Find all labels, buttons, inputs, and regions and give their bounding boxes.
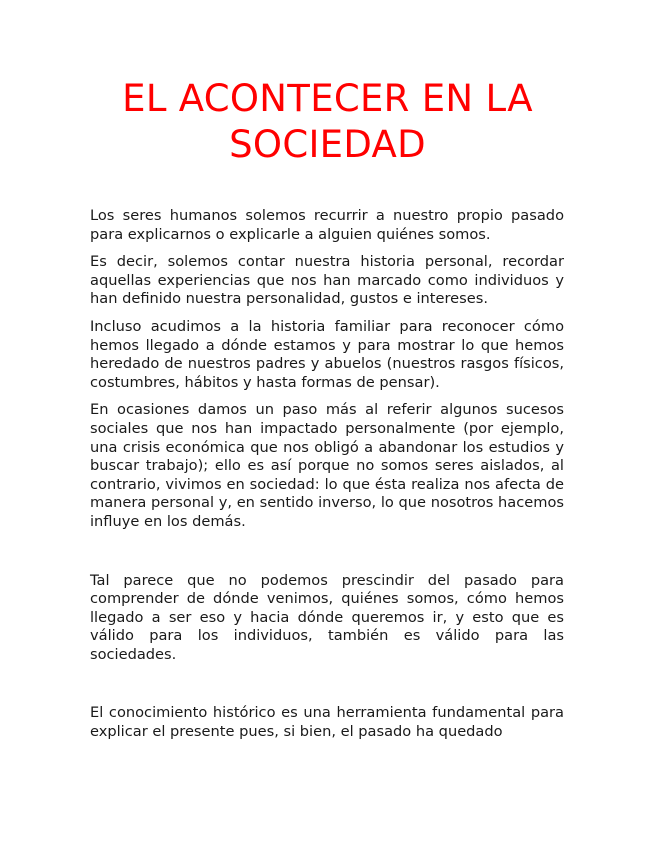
paragraph-1: Los seres humanos solemos recurrir a nuestro propio pasado para explicarnos o explicarle a alguien quiénes somos. (90, 207, 564, 243)
paragraph-2: Es decir, solemos contar nuestra historia personal, recordar aquellas experiencias que nos han marcado como individuos y han definido nuestra personalidad, gustos e intereses. (90, 253, 564, 308)
paragraph-5: Tal parece que no podemos prescindir del pasado para comprender de dónde venimos, quiénes somos, cómo hemos llegado a ser eso y hacia dónde queremos ir, y esto que es válido para los individuos, también es válido para las sociedades. (90, 571, 564, 663)
document-title: EL ACONTECER EN LA SOCIEDAD (122, 77, 533, 166)
paragraph-3: Incluso acudimos a la historia familiar para reconocer cómo hemos llegado a dónde estamos y para mostrar lo que hemos heredado de nuestros padres y abuelos (nuestros rasgos físicos, costumbres, hábitos y hasta formas de pensar). (90, 317, 564, 391)
paragraph-4: En ocasiones damos un paso más al referir algunos sucesos sociales que nos han impactado personalmente (por ejemplo, una crisis económica que nos obligó a abandonar los estudios y buscar trabajo); ello es así porque no somos seres aislados, al contrario, vivimos en sociedad: lo que ésta realiza nos afecta de manera personal y, en sentido inverso, lo que nosotros hacemos influye en los demás. (90, 401, 564, 530)
paragraph-6: El conocimiento histórico es una herramienta fundamental para explicar el presente pues, si bien, el pasado ha quedado (90, 704, 564, 741)
document-body (90, 207, 564, 742)
